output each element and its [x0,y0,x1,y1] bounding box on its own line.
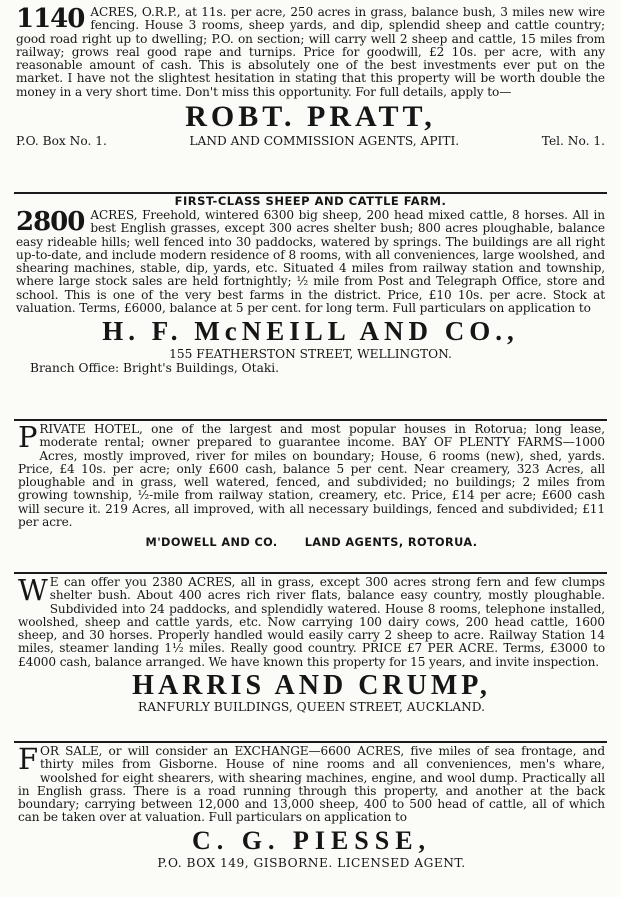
advertiser-name: H. F. McNEILL AND CO., [102,316,519,346]
divider [14,741,607,743]
ad-heading: FIRST-CLASS SHEEP AND CATTLE FARM. [174,194,447,208]
advertiser-footer: P.O. BOX 149, GISBORNE. LICENSED AGENT. [157,855,466,870]
ad-body [18,420,605,529]
telephone: Tel. No. 1. [541,133,605,148]
ad-mcdowell [0,420,621,550]
advertiser-address: RANFURLY BUILDINGS, QUEEN STREET, AUCKLAND. [138,699,485,714]
lead-number: 1140 [16,4,85,34]
divider [14,419,607,421]
lead-number: 2800 [16,207,85,237]
advertiser-name: M'DOWELL AND CO. [145,536,278,549]
ad-piesse [0,742,621,870]
ad-body [18,573,605,669]
ad-body [16,6,605,99]
ad-body [16,209,605,315]
ad-text: E can offer you 2380 ACRES, all in grass, except 300 acres strong fern and few clumps shelter bush. About 400 acres rich river flats, balance easy country, mostly ploughable. Subdivided into 24 paddocks, and splendidly watered. House 8 rooms, telephone installed, woolshed, sheep and cattle yards, etc. Now carrying 100 dairy cows, 200 head cattle, 1600 sheep, and 30 horses. Properly handled would easily carry 2 sheep to acre. Railway Station 14 miles, steamer landing 1½ miles. Really good country. PRICE £7 PER ACRE. Terms, £3000 to £4000 cash, balance arranged. We have known this property for 15 years, and invite inspection. [18,575,605,669]
advertiser-address: 155 FEATHERSTON STREET, WELLINGTON. [169,347,452,361]
advertiser-name: C. G. PIESSE, [191,825,432,855]
ad-robt-pratt [0,6,621,148]
po-box: P.O. Box No. 1. [16,133,107,148]
ad-mcneill [0,194,621,375]
advertiser-name: ROBT. PRATT, [185,99,436,133]
ad-text: RIVATE HOTEL, one of the largest and most popular houses in Rotorua; long lease, moderate rental; owner prepared to guarantee income. BAY OF PLENTY FARMS—1000 Acres, mostly improved, river for miles on boundary; House, 6 rooms (new), shed, yards. Price, £4 10s. per acre; only £600 cash, balance 5 per cent. Near creamery, 323 Acres, all ploughable and in grass, well watered, fenced, and subdivided; no buildings; 2 miles from growing township, ½-mile from railway station, creamery, etc. Price, £14 per acre; £600 cash will secure it. 219 Acres, all improved, with all necessary buildings, fenced and subdivided; £11 per acre. [18,422,605,529]
agent-line: LAND AND COMMISSION AGENTS, APITI. [189,133,460,148]
advertiser-name: HARRIS AND CRUMP, [132,669,491,701]
ad-text: OR SALE, or will consider an EXCHANGE—6600 ACRES, five miles of sea frontage, and thirty miles from Gisborne. House of nine rooms and all conveniences, men's whare, woolshed for eight shearers, with shearing machines, engine, and wool dump. Practically all in English grass. There is a road running through this property, and another at the back boundary; carrying between 12,000 and 13,000 sheep, 400 to 500 head of cattle, all of which can be taken over at valuation. Full particulars on application to [18,744,605,825]
advertiser-footer [16,134,605,148]
advertiser-location: LAND AGENTS, ROTORUA. [304,536,478,549]
ad-body [18,742,605,825]
drop-cap: P [18,420,38,454]
ad-text: ACRES, O.R.P., at 11s. per acre, 250 acres in grass, balance bush, 3 miles new wire fencing. House 3 rooms, sheep yards, and dip, splendid sheep and cattle country; good road right up to dwelling; P.O. on section; will carry well 2 sheep and cattle, 15 miles from railway; grows real good rape and turnips. Price for goodwill, £2 10s. per acre, with any reasonable amount of cash. This is absolutely one of the best investments ever put on the market. I have not the slightest hesitation in stating that this property will be worth double the money in a very short time. Don't miss this opportunity. For full details, apply to— [16,5,605,99]
drop-cap: W [18,573,48,607]
advertiser-footer [18,531,605,550]
branch-office: Branch Office: Bright's Buildings, Otaki. [30,361,279,375]
divider [14,572,607,574]
ad-harris-crump [0,573,621,714]
drop-cap: F [18,742,39,776]
ad-text: ACRES, Freehold, wintered 6300 big sheep, 200 head mixed cattle, 8 horses. All in best English grasses, except 300 acres shelter bush; 800 acres ploughable, balance easy rideable hills; well fenced into 30 paddocks, watered by springs. The buildings are all right up-to-date, and include modern residence of 8 rooms, with all conveniences, large woolshed, and shearing machines, stable, dip, yards, etc. Situated 4 miles from railway station and township, where large stock sales are held fortnightly; ½ mile from Post and Telegraph Office, store and school. This is one of the very best farms in the district. Price, £10 10s. per acre. Stock at valuation. Terms, £6000, balance at 5 per cent. for long term. Full particulars on application to [16,208,605,315]
